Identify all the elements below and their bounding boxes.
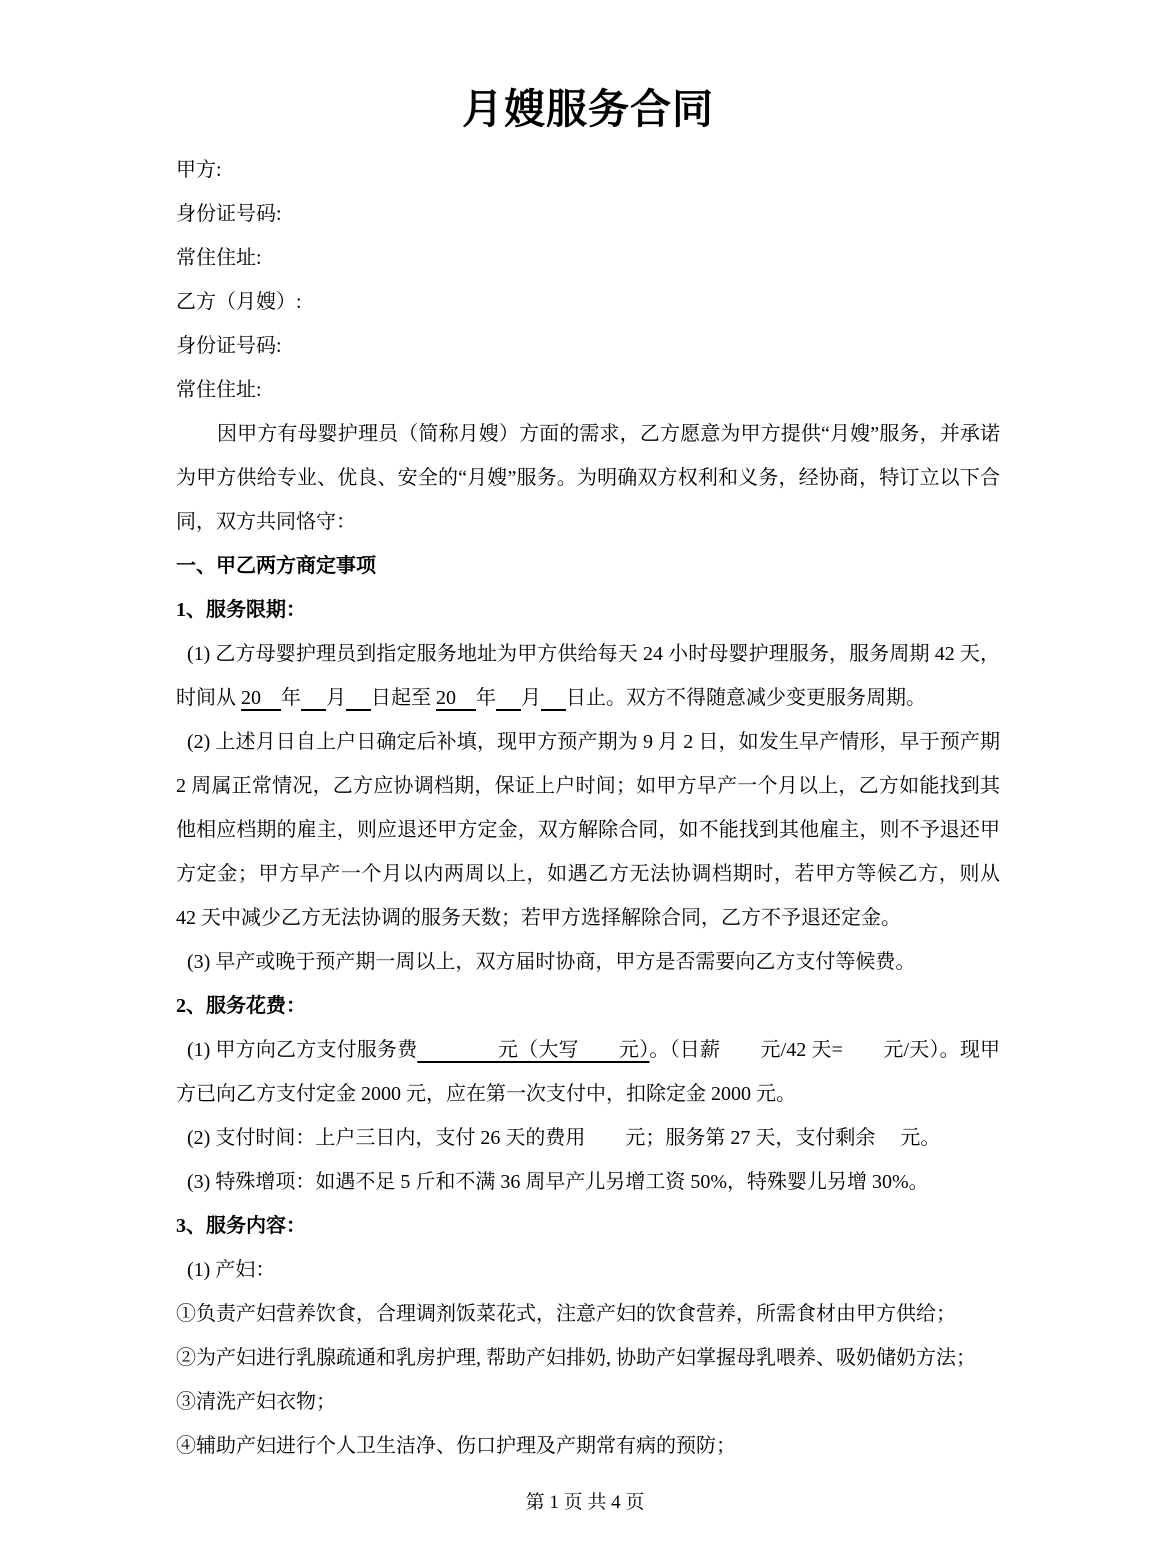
- section3-heading: 3、服务内容：: [176, 1215, 306, 1237]
- field-party-a-address: 常住住址:: [176, 247, 262, 269]
- start-month-blank: [301, 687, 326, 709]
- section1-item3: (3) 早产或晚于预产期一周以上，双方届时协商，甲方是否需要向乙方支付等候费。: [187, 951, 916, 973]
- section2-item3: (3) 特殊增项：如遇不足 5 斤和不满 36 周早产儿另增工资 50%，特殊婴儿另增 30%。: [187, 1171, 929, 1193]
- service-fee-text: (1) 甲方向乙方支付服务费: [187, 1039, 418, 1061]
- month-label-2: 月: [521, 687, 541, 709]
- section2-item1: [176, 1028, 1000, 1116]
- end-month-blank: [496, 687, 521, 709]
- duty-4: ④辅助产妇进行个人卫生洁净、伤口护理及产期常有病的预防；: [176, 1435, 736, 1457]
- duty-1: ①负责产妇营养饮食，合理调剂饭菜花式，注意产妇的饮食营养，所需食材由甲方供给；: [176, 1303, 956, 1325]
- until-label: 日起至: [371, 687, 436, 709]
- field-party-b-address: 常住住址:: [176, 379, 262, 401]
- section2-item2: (2) 支付时间：上户三日内，支付 26 天的费用 元；服务第 27 天，支付剩余 元。: [187, 1127, 941, 1149]
- start-year-blank: 20: [241, 687, 281, 709]
- year-label: 年: [281, 687, 301, 709]
- month-label: 月: [326, 687, 346, 709]
- field-party-a: 甲方:: [176, 159, 222, 181]
- year-label-2: 年: [476, 687, 496, 709]
- service-period-text: (1) 乙方母婴护理员到指定服务地址为甲方供给每天 24 小时母婴护理服务，服务周期 42 天，时间从: [176, 643, 1000, 709]
- duty-3: ③清洗产妇衣物；: [176, 1391, 336, 1413]
- duty-2: ②为产妇进行乳腺疏通和乳房护理, 帮助产妇排奶, 协助产妇掌握母乳喂养、吸奶储奶方法；: [176, 1347, 976, 1369]
- document-body: [176, 134, 1000, 1468]
- document-title: 月嫂服务合同: [462, 86, 714, 132]
- section1-heading: 一、甲乙两方商定事项: [176, 555, 376, 577]
- service-fee-post: 。（日薪 元/42 天= 元/天）。现甲方已向乙方支付定金 2000 元，应在第一次支付中，扣除定金 2000 元。: [176, 1039, 1001, 1105]
- service-fee-blank: 元（大写 元）: [417, 1039, 650, 1061]
- start-day-blank: [346, 687, 371, 709]
- section2-heading: 2、服务花费：: [176, 995, 306, 1017]
- field-party-b: 乙方（月嫂）:: [176, 291, 302, 313]
- intro-paragraph: 因甲方有母婴护理员（简称月嫂）方面的需求，乙方愿意为甲方提供“月嫂”服务，并承诺为甲方供给专业、优良、安全的“月嫂”服务。为明确双方权利和义务，经协商，特订立以下合同，双方共同恪守：: [176, 423, 1000, 533]
- section1-item2: (2) 上述月日自上户日确定后补填，现甲方预产期为 9 月 2 日，如发生早产情形，早于预产期 2 周属正常情况，乙方应协调档期，保证上户时间；如甲方早产一个月以上，乙方如能找到其他相应档期的雇主，则应退还甲方定金，双方解除合同，如不能找到其他雇主，则不予退还甲方定金；甲方早产一个月以内两周以上，如遇乙方无法协调档期时，若甲方等候乙方，则从 42 天中减少乙方无法协调的服务天数；若甲方选择解除合同，乙方不予退还定金。: [176, 731, 1000, 929]
- end-day-blank: [541, 687, 566, 709]
- field-party-b-id: 身份证号码:: [176, 335, 282, 357]
- section1-subheading: 1、服务限期：: [176, 599, 306, 621]
- section1-item1: [176, 632, 1000, 720]
- page-number: 第 1 页 共 4 页: [525, 1492, 645, 1513]
- section3-item1-label: (1) 产妇：: [187, 1259, 276, 1281]
- period-end-text: 日止。双方不得随意减少变更服务周期。: [566, 687, 926, 709]
- end-year-blank: 20: [436, 687, 476, 709]
- contract-content: [176, 0, 1000, 1468]
- field-party-a-id: 身份证号码:: [176, 203, 282, 225]
